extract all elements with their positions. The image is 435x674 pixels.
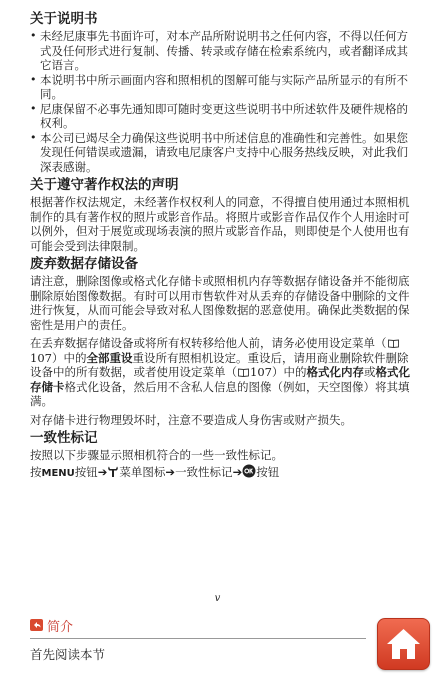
paragraph: 根据著作权法规定，未经著作权权利人的同意，不得擅自使用通过本照相机制作的具有著作权的照片或影音作品。将照片或影音作品仅作个人用途时可以例外，但对于展览或现场表演的照片或影音作品，则即使是个人使用也有可能会受到法律限制。 xyxy=(30,195,410,253)
menu-option-format-card: 格式化存储卡 xyxy=(30,365,410,394)
menu-option-reset-all: 全部重设 xyxy=(86,350,133,365)
text-run: 按 xyxy=(30,464,42,479)
page-number: v xyxy=(214,593,221,604)
text-run: 格式化设备，然后用不含私人信息的图像（例如，天空图像）将其填满。 xyxy=(30,379,410,408)
footer-navigation xyxy=(30,616,370,663)
ok-button-icon xyxy=(242,464,256,478)
section-disposal xyxy=(30,255,410,427)
section-about-manual xyxy=(30,10,410,174)
section-title: 一致性标记 xyxy=(30,430,98,446)
text-run: 按钮 xyxy=(256,464,280,479)
text-run: 按钮 xyxy=(74,464,98,479)
text-run: 在丢弃数据存储设备或将所有权转移给他人前，请务必使用设定菜单（ xyxy=(30,336,387,350)
back-link[interactable] xyxy=(30,616,370,634)
paragraph: 请注意，删除图像或格式化存储卡或照相机内存等数据存储设备并不能彻底删除原始图像数据。有时可以用市售软件对从丢弃的存储设备中删除的文件进行恢复，从而可能会导致对私人图像数据的恶意使用。确保此类数据的保密性是用户的责任。 xyxy=(30,274,410,332)
text-run: 一致性标记 xyxy=(175,464,233,479)
arrow-icon: ➔ xyxy=(97,464,108,479)
back-label: 简介 xyxy=(47,619,74,635)
menu-button-label: MENU xyxy=(41,467,75,479)
text-run: 重设所有照相机设定。重设后，请用商业删除软件删除设备中的所有数据，或者使用设定菜单（ xyxy=(30,350,409,379)
bullet-list xyxy=(30,29,410,174)
section-link[interactable]: 首先阅读本节 xyxy=(30,647,106,662)
divider xyxy=(30,638,366,639)
home-button[interactable] xyxy=(377,618,430,670)
setup-menu-wrench-icon xyxy=(107,465,119,478)
book-reference-icon xyxy=(388,339,399,348)
text-run: ）中的 xyxy=(271,365,307,379)
page-reference-link[interactable] xyxy=(237,365,272,379)
list-item: • 本公司已竭尽全力确保这些说明书中所述信息的准确性和完善性。如果您发现任何错误或遗漏，请致电尼康客户支持中心服务热线反映，对此我们深表感谢。 xyxy=(30,131,410,175)
section-title: 废弃数据存储设备 xyxy=(30,256,138,272)
reference-page-number: 107 xyxy=(250,365,272,379)
menu-option-format-memory: 格式化内存 xyxy=(306,365,364,379)
reference-page-number: 107 xyxy=(30,350,52,365)
section-conformity xyxy=(30,429,410,481)
list-item: • 未经尼康事先书面许可，对本产品所附说明书之任何内容，不得以任何方式及任何形式进行复制、传播、转录或存储在检索系统内，或者翻译成其它语言。 xyxy=(30,29,410,73)
text-run: 菜单图标 xyxy=(119,464,166,479)
book-reference-icon xyxy=(238,368,249,377)
paragraph: 按照以下步骤显示照相机符合的一些一致性标记。 xyxy=(30,448,283,462)
page-content xyxy=(30,10,410,481)
list-item: • 本说明书中所示画面内容和照相机的图解可能与实际产品所显示的有所不同。 xyxy=(30,73,410,102)
back-arrow-icon xyxy=(30,619,43,631)
instruction-steps xyxy=(30,464,410,482)
paragraph: 对存储卡进行物理毁坏时，注意不要造成人身伤害或财产损失。 xyxy=(30,412,352,427)
home-icon xyxy=(385,626,422,662)
paragraph xyxy=(30,336,410,409)
list-item: • 尼康保留不必事先通知即可随时变更这些说明书中所述软件及硬件规格的权利。 xyxy=(30,102,410,131)
arrow-icon: ➔ xyxy=(232,464,243,479)
text-run: 或 xyxy=(363,365,376,379)
section-title: 关于遵守著作权法的声明 xyxy=(30,177,179,193)
section-title: 关于说明书 xyxy=(30,11,98,27)
section-copyright xyxy=(30,176,410,253)
arrow-icon: ➔ xyxy=(165,464,176,479)
text-run: ）中的 xyxy=(51,350,87,365)
